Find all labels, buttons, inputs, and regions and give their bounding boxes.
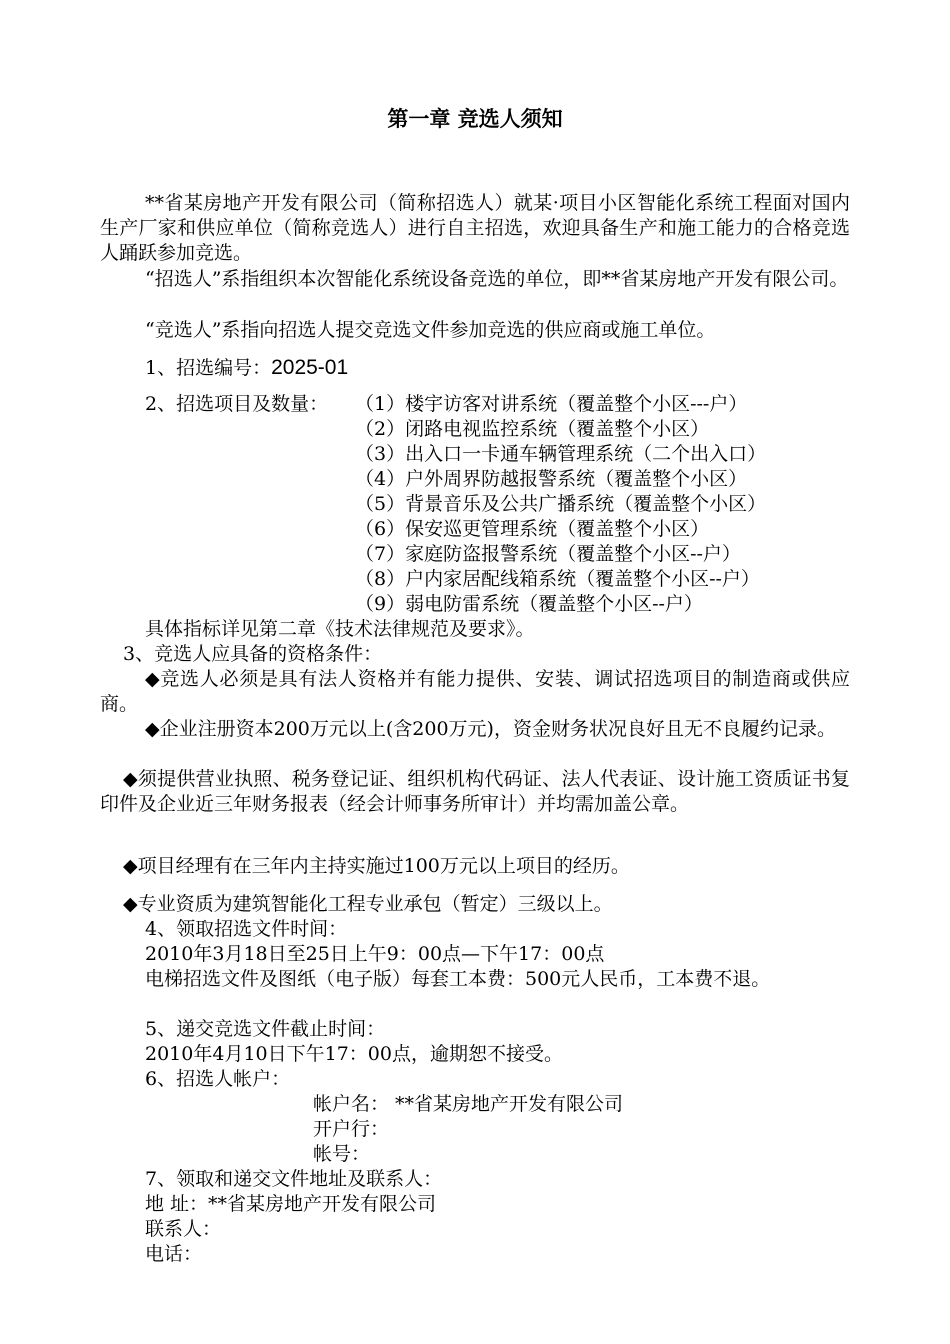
bank-name: 开户行： [313, 1118, 390, 1140]
item4-label: 4、领取招选文件时间： [145, 918, 348, 940]
intro-definition-tenderer: “招选人”系指组织本次智能化系统设备竞选的单位，即**省某房地产开发有限公司。 [145, 268, 849, 290]
project-item: （5）背景音乐及公共广播系统（覆盖整个小区） [355, 493, 767, 515]
project-item: （3）出入口一卡通车辆管理系统（二个出入口） [355, 443, 767, 465]
project-item: （9）弱电防雷系统（覆盖整个小区--户） [355, 593, 703, 615]
condition-item: ◆须提供营业执照、税务登记证、组织机构代码证、法人代表证、设计施工资质证书复印件及企业近三年财务报表（经会计师事务所审计）并均需加盖公章。 [100, 768, 850, 815]
intro-definition-bidder: “竞选人”系指向招选人提交竞选文件参加竞选的供应商或施工单位。 [145, 319, 716, 341]
tender-number: 2025-01 [271, 356, 349, 379]
intro-paragraph: **省某房地产开发有限公司（简称招选人）就某·项目小区智能化系统工程面对国内生产厂家和供应单位（简称竞选人）进行自主招选，欢迎具备生产和施工能力的合格竞选人踊跃参加竞选。 [100, 192, 850, 264]
project-item: （2）闭路电视监控系统（覆盖整个小区） [355, 418, 710, 440]
contact-person: 联系人： [145, 1218, 222, 1240]
condition-item: ◆竞选人必须是具有法人资格并有能力提供、安装、调试招选项目的制造商或供应商。 [100, 668, 850, 715]
pickup-time: 2010年3月18日至25日上午9：00点—下午17：00点 [145, 943, 605, 965]
item5-label: 5、递交竞选文件截止时间： [145, 1018, 386, 1040]
item1-label: 1、招选编号： [145, 357, 272, 379]
item3-label: 3、竞选人应具备的资格条件： [123, 643, 383, 665]
submission-deadline: 2010年4月10日下午17：00点，逾期恕不接受。 [145, 1043, 563, 1065]
item7-label: 7、领取和递交文件地址及联系人： [145, 1168, 443, 1190]
condition-item: ◆专业资质为建筑智能化工程专业承包（暂定）三级以上。 [123, 893, 613, 915]
spec-note: 具体指标详见第二章《技术法律规范及要求》。 [145, 618, 535, 640]
project-item: （6）保安巡更管理系统（覆盖整个小区） [355, 518, 710, 540]
condition-item: ◆企业注册资本200万元以上(含200万元)，资金财务状况良好且无不良履约记录。 [145, 718, 836, 740]
project-item: （7）家庭防盗报警系统（覆盖整个小区--户） [355, 543, 741, 565]
project-item: （4）户外周界防越报警系统（覆盖整个小区） [355, 468, 748, 490]
project-item: （8）户内家居配线箱系统（覆盖整个小区--户） [355, 568, 760, 590]
condition-item: ◆项目经理有在三年内主持实施过100万元以上项目的经历。 [123, 855, 630, 877]
item1-row [145, 355, 348, 381]
document-fee: 电梯招选文件及图纸（电子版）每套工本费：500元人民币，工本费不退。 [145, 968, 771, 990]
page-title: 第一章 竞选人须知 [387, 107, 563, 131]
project-item: （1）楼宇访客对讲系统（覆盖整个小区---户） [355, 393, 748, 415]
item2-label: 2、招选项目及数量： [145, 393, 329, 415]
item6-label: 6、招选人帐户： [145, 1068, 291, 1090]
phone: 电话： [145, 1243, 203, 1265]
account-name: 帐户名： **省某房地产开发有限公司 [313, 1093, 624, 1115]
account-number: 帐号： [313, 1143, 371, 1165]
address: 地 址：**省某房地产开发有限公司 [145, 1193, 437, 1215]
